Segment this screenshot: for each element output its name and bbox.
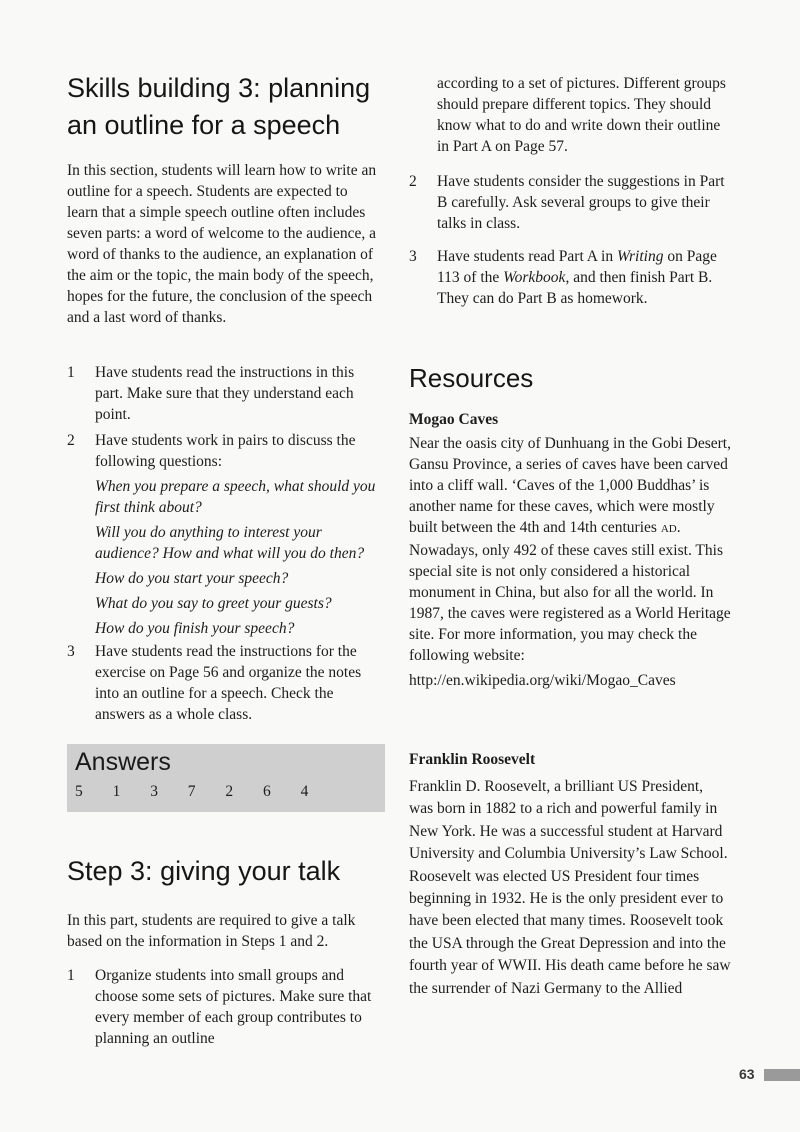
roosevelt-heading: Franklin Roosevelt: [409, 751, 536, 768]
book-title: Workbook: [503, 269, 566, 286]
question: Will you do anything to interest your audience? How and what will you do then?: [95, 524, 365, 562]
answers-list: [75, 781, 338, 802]
list-item: [67, 641, 385, 725]
list-item: [67, 430, 385, 639]
answer-value: 1: [112, 783, 121, 800]
answers-title: Answers: [75, 748, 171, 776]
answer-value: 4: [300, 783, 309, 800]
answer-value: 5: [75, 783, 83, 800]
resources-heading: Resources: [409, 363, 534, 393]
skills-list: [67, 362, 385, 725]
item-text: Have students read the instructions in this part. Make sure that they understand each point.: [95, 364, 355, 423]
item-number: 1: [67, 364, 75, 381]
step3-list-left: [67, 965, 385, 1049]
question: How do you finish your speech?: [95, 620, 295, 637]
answer-value: 2: [225, 783, 234, 800]
list-item: [409, 246, 731, 309]
question: What do you say to greet your guests?: [95, 595, 332, 612]
step3-list-right: [409, 171, 731, 309]
question: When you prepare a speech, what should you first think about?: [95, 478, 376, 516]
roosevelt-text: Franklin D. Roosevelt, a brilliant US President, was born in 1882 to a rich and powerful family in New York. He was a successful student at Harvard University and Columbia University’s Law School. Roosevelt was elected US President four times beginning in 1932. He is the only president ever to have been elected that many times. Roosevelt took the USA through the Great Depression and into the fourth year of WWII. His death came before he saw the surrender of Nazi Germany to the Allied: [409, 778, 731, 997]
book-section-title: Writing: [616, 248, 664, 265]
question: How do you start your speech?: [95, 570, 289, 587]
list-item: [67, 362, 385, 425]
mogao-heading: Mogao Caves: [409, 411, 499, 428]
page-number-bar: [764, 1069, 800, 1081]
answer-value: 7: [187, 783, 196, 800]
list-item: [67, 965, 385, 1049]
skills-heading: Skills building 3: planning an outline for a speech: [67, 73, 371, 140]
step3-intro: In this part, students are required to give a talk based on the information in Steps 1 and 2.: [67, 912, 356, 950]
step3-item1-continued: according to a set of pictures. Different groups should prepare different topics. They should know what to do and write down their outline in Part A on Page 57.: [437, 75, 726, 155]
page-number: 63: [739, 1066, 755, 1082]
mogao-section: [409, 409, 731, 691]
mogao-text: Near the oasis city of Dunhuang in the Gobi Desert, Gansu Province, a series of caves have been carved into a cliff wall. ‘Caves of the 1,000 Buddhas’ is another name for these caves, which were mostly built between the 4th and 14th centuries AD. Nowadays, only 492 of these caves still exist. This special site is not only considered a historical monument in China, but also for all the world. In 1987, the caves were registered as a World Heritage site. For more information, you may check the following website:: [409, 435, 731, 664]
item-text: Have students read the instructions for the exercise on Page 56 and organize the notes into an outline for a speech. Check the answers as a whole class.: [95, 643, 362, 723]
skills-intro: In this section, students will learn how to write an outline for a speech. Students are expected to learn that a simple speech outline often includes seven parts: a word of welcome to the audience, a word of thanks to the audience, an explanation of the aim or the topic, the main body of the speech, hopes for the future, the conclusion of the speech and a last word of thanks.: [67, 162, 377, 326]
answers-box: [67, 744, 385, 812]
mogao-url: http://en.wikipedia.org/wiki/Mogao_Caves: [409, 672, 676, 689]
item-text: Organize students into small groups and choose some sets of pictures. Make sure that every member of each group contributes to planning an outline: [95, 967, 372, 1047]
answer-value: 3: [150, 783, 158, 800]
era-label: AD: [660, 523, 677, 535]
item-text: Have students work in pairs to discuss the following questions:: [95, 432, 356, 470]
step3-heading: Step 3: giving your talk: [67, 856, 341, 886]
item-number: 2: [67, 432, 75, 449]
answer-value: 6: [262, 783, 271, 800]
item-text: Have students consider the suggestions in Part B carefully. Ask several groups to give their talks in class.: [437, 173, 725, 232]
item-number: 3: [67, 643, 75, 660]
item-text: Have students read Part A in Writing on Page 113 of the Workbook, and then finish Part B. They can do Part B as homework.: [437, 248, 717, 307]
item-number: 3: [409, 248, 417, 265]
list-item: [409, 171, 731, 234]
item-number: 1: [67, 967, 75, 984]
roosevelt-section: [409, 749, 731, 1000]
item-number: 2: [409, 173, 417, 190]
